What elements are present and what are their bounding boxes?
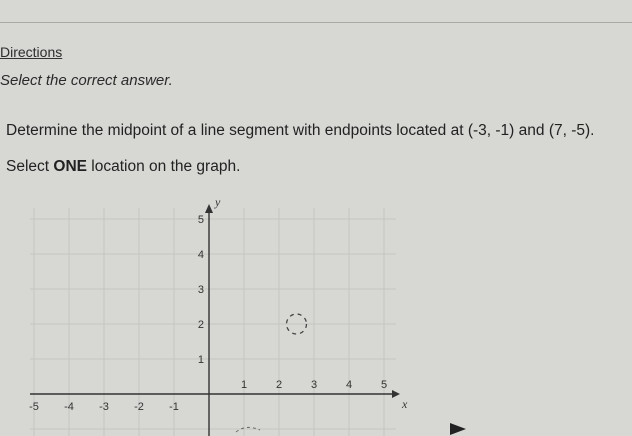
tick-labels xyxy=(29,214,387,413)
coordinate-graph[interactable] xyxy=(28,196,448,436)
select-suffix: location on the graph. xyxy=(86,158,241,175)
select-prefix: Select xyxy=(6,158,54,175)
x-tick-label: 3 xyxy=(310,379,318,391)
endpoint-b: (7, -5) xyxy=(548,122,591,139)
question-conjunction: and xyxy=(514,122,549,139)
x-tick-label: 4 xyxy=(345,379,353,391)
y-tick-label: 4 xyxy=(197,249,204,261)
question-suffix: . xyxy=(590,122,595,139)
grid-lines xyxy=(30,208,396,436)
y-axis-arrowhead xyxy=(205,204,213,213)
endpoint-a: (-3, -1) xyxy=(467,122,515,139)
x-tick-label: 5 xyxy=(380,379,388,391)
y-tick-label: 2 xyxy=(197,319,204,331)
question-text xyxy=(6,122,594,140)
x-tick-label: -3 xyxy=(99,401,109,413)
x-tick-label: 1 xyxy=(240,379,248,391)
x-tick-label: -1 xyxy=(169,401,179,413)
y-axis-label: y xyxy=(215,196,221,209)
y-tick-label: 1 xyxy=(197,354,204,366)
x-axis-label: x xyxy=(402,397,408,411)
x-tick-label: -5 xyxy=(29,401,39,413)
y-tick-label: 5 xyxy=(197,214,204,226)
select-count: ONE xyxy=(53,158,87,175)
cursor-hint-icon xyxy=(236,427,260,432)
x-tick-label: -4 xyxy=(64,401,74,413)
next-arrow-icon[interactable] xyxy=(450,423,466,435)
question-prefix: Determine the midpoint of a line segment with endpoints located at xyxy=(6,122,468,139)
x-tick-label: -2 xyxy=(134,401,144,413)
header-divider xyxy=(0,22,632,23)
y-tick-label: 3 xyxy=(197,284,204,296)
x-axis-arrowhead xyxy=(392,390,400,398)
x-tick-label: 2 xyxy=(275,379,283,391)
select-instruction xyxy=(6,158,240,176)
axes xyxy=(30,204,400,436)
directions-instruction: Select the correct answer. xyxy=(0,72,173,89)
directions-heading: Directions xyxy=(0,44,63,60)
